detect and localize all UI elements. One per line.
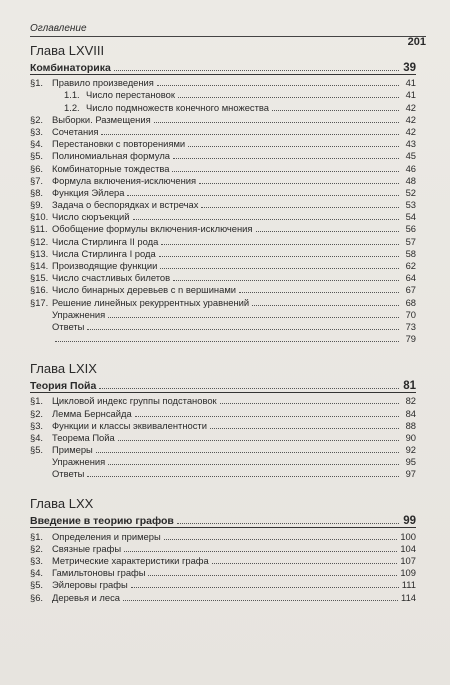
toc-entry bbox=[30, 199, 416, 211]
leader-dots bbox=[118, 440, 399, 441]
entry-page: 48 bbox=[405, 174, 416, 186]
entry-page: 84 bbox=[405, 407, 416, 419]
entry-page: 42 bbox=[405, 125, 416, 137]
entry-number: §17. bbox=[30, 296, 49, 308]
entry-page: 107 bbox=[400, 555, 416, 566]
entry-page: 100 bbox=[400, 530, 416, 542]
entry-number: §5. bbox=[30, 579, 44, 591]
entry-number: §5. bbox=[30, 150, 44, 162]
entry-number: §9. bbox=[30, 199, 44, 211]
entry-title: Формула включения-исключения bbox=[52, 174, 197, 186]
chapter-page: 81 bbox=[403, 380, 416, 393]
entry-title: Функция Эйлера bbox=[52, 186, 125, 198]
entry-title: Числа Стирлинга II рода bbox=[52, 235, 159, 247]
entry-number: §13. bbox=[30, 247, 49, 259]
entry-page: 73 bbox=[405, 320, 416, 332]
entry-page: 57 bbox=[405, 235, 416, 247]
leader-dots bbox=[201, 207, 399, 208]
entry-number: §14. bbox=[30, 260, 49, 271]
entry-title: Сочетания bbox=[52, 125, 99, 137]
toc-entry bbox=[30, 407, 416, 419]
leader-dots bbox=[239, 292, 399, 293]
chapter-spacer bbox=[30, 345, 416, 361]
leader-dots bbox=[199, 183, 399, 184]
chapter-title-row bbox=[30, 60, 416, 75]
toc-entry bbox=[30, 321, 416, 333]
toc-entry bbox=[30, 272, 416, 284]
entry-title: Эйлеровы графы bbox=[52, 579, 128, 591]
entry-number: §2. bbox=[30, 407, 44, 419]
leader-dots bbox=[154, 122, 399, 123]
leader-dots bbox=[114, 70, 399, 71]
entry-title: Решение линейных рекуррентных уравнений bbox=[52, 296, 250, 308]
entry-number: §3. bbox=[30, 555, 44, 566]
leader-dots bbox=[124, 551, 397, 552]
entry-title: Задача о беспорядках и встречах bbox=[52, 199, 199, 211]
entry-title: Цикловой индекс группы подстановок bbox=[52, 395, 217, 407]
entry-title: Метрические характеристики графа bbox=[52, 555, 209, 566]
entry-title: Производящие функции bbox=[52, 260, 158, 271]
entry-title: Функции и классы эквивалентности bbox=[52, 419, 207, 431]
header-page-number: 201 bbox=[407, 36, 426, 48]
entry-number: 1.2. bbox=[64, 101, 80, 113]
entry-title: Деревья и леса bbox=[52, 591, 120, 603]
leader-dots bbox=[148, 575, 397, 576]
entry-page: 92 bbox=[405, 444, 416, 456]
leader-dots bbox=[87, 329, 399, 330]
leader-dots bbox=[272, 110, 399, 111]
leader-dots bbox=[133, 219, 399, 220]
leader-dots bbox=[87, 476, 399, 477]
leader-dots bbox=[159, 256, 399, 257]
chapter-title: Введение в теорию графов bbox=[30, 515, 174, 528]
leader-dots bbox=[96, 452, 399, 453]
entry-title: Лемма Бернсайда bbox=[52, 407, 132, 419]
leader-dots bbox=[177, 523, 399, 524]
entry-page: 70 bbox=[405, 308, 416, 320]
running-header bbox=[30, 18, 426, 48]
leader-dots bbox=[212, 563, 398, 564]
leader-dots bbox=[173, 158, 399, 159]
toc-entry bbox=[30, 101, 416, 113]
entry-title: Число счастливых билетов bbox=[52, 272, 171, 284]
toc-entry bbox=[30, 579, 416, 591]
toc-entry bbox=[30, 248, 416, 260]
leader-dots bbox=[101, 134, 399, 135]
leader-dots bbox=[55, 341, 399, 342]
entry-page: 90 bbox=[405, 431, 416, 443]
entry-page: 46 bbox=[405, 162, 416, 174]
entry-number: §4. bbox=[30, 567, 44, 579]
toc-entry bbox=[30, 211, 416, 223]
entry-page: 104 bbox=[400, 542, 416, 554]
entry-page: 111 bbox=[401, 579, 416, 591]
entry-title: Правило произведения bbox=[52, 77, 154, 89]
entry-page: 42 bbox=[405, 101, 416, 113]
chapter-title: Комбинаторика bbox=[30, 62, 111, 74]
leader-dots bbox=[127, 195, 399, 196]
toc-entry bbox=[30, 150, 416, 162]
entry-page: 82 bbox=[405, 395, 416, 407]
table-of-contents bbox=[30, 43, 416, 604]
toc-entry bbox=[30, 395, 416, 407]
entry-title: Число бинарных деревьев с n вершинами bbox=[52, 284, 237, 296]
toc-entry bbox=[30, 456, 416, 468]
leader-dots bbox=[157, 85, 399, 86]
entry-number: §1. bbox=[30, 395, 44, 407]
entry-title: Определения и примеры bbox=[52, 530, 161, 542]
entry-title: Примеры bbox=[52, 444, 93, 456]
entry-page: 62 bbox=[405, 260, 416, 271]
toc-entry bbox=[30, 309, 416, 321]
entry-number: §11. bbox=[30, 223, 48, 235]
toc-entry bbox=[30, 543, 416, 555]
entry-number: §16. bbox=[30, 284, 49, 296]
toc-entry bbox=[30, 296, 416, 308]
entry-page: 43 bbox=[405, 138, 416, 150]
leader-dots bbox=[256, 231, 400, 232]
entry-number: §4. bbox=[30, 138, 44, 150]
header-title: Оглавление bbox=[30, 23, 87, 34]
entry-page: 109 bbox=[400, 567, 416, 579]
entry-number: §1. bbox=[30, 77, 44, 89]
toc-entry bbox=[30, 444, 416, 456]
entry-number: §8. bbox=[30, 186, 44, 198]
entry-title: Полиномиальная формула bbox=[52, 150, 171, 162]
entry-page: 41 bbox=[405, 89, 416, 101]
chapter-page: 99 bbox=[403, 515, 416, 528]
entry-title: Выборки. Размещения bbox=[52, 113, 151, 125]
entry-page: 45 bbox=[405, 150, 416, 162]
toc-entry bbox=[30, 260, 416, 272]
entry-number: §7. bbox=[30, 174, 44, 186]
toc-entry bbox=[30, 175, 416, 187]
chapter-spacer bbox=[30, 480, 416, 496]
toc-entry bbox=[30, 284, 416, 296]
entry-title: Число перестановок bbox=[86, 89, 175, 101]
leader-dots bbox=[123, 600, 398, 601]
leader-dots bbox=[172, 171, 399, 172]
entry-page: 41 bbox=[405, 77, 416, 89]
toc-entry bbox=[30, 162, 416, 174]
entry-page: 97 bbox=[405, 468, 416, 480]
toc-entry bbox=[30, 126, 416, 138]
leader-dots bbox=[135, 416, 399, 417]
entry-number: §3. bbox=[30, 125, 44, 137]
leader-dots bbox=[108, 464, 399, 465]
leader-dots bbox=[164, 539, 398, 540]
entry-number: §6. bbox=[30, 162, 44, 174]
toc-entry bbox=[30, 114, 416, 126]
leader-dots bbox=[188, 146, 399, 147]
entry-title: Числа Стирлинга I рода bbox=[52, 247, 156, 259]
chapter-label: Глава LXVIII bbox=[30, 43, 105, 58]
entry-title: Гамильтоновы графы bbox=[52, 567, 146, 579]
toc-entry bbox=[30, 187, 416, 199]
leader-dots bbox=[220, 403, 399, 404]
entry-number: §1. bbox=[30, 530, 44, 542]
chapter-title: Теория Пойа bbox=[30, 380, 97, 393]
chapter-page: 39 bbox=[403, 62, 416, 74]
entry-number: §6. bbox=[30, 591, 44, 603]
leader-dots bbox=[252, 305, 399, 306]
toc-entry bbox=[30, 89, 416, 101]
entry-title: Упражнения bbox=[52, 308, 106, 320]
toc-entry bbox=[30, 468, 416, 480]
entry-page: 56 bbox=[405, 223, 416, 235]
entry-page: 42 bbox=[405, 113, 416, 125]
entry-title: Обобщение формулы включения-исключения bbox=[52, 223, 253, 235]
entry-title: Комбинаторные тождества bbox=[52, 162, 170, 174]
entry-title: Число подмножеств конечного множества bbox=[86, 101, 269, 113]
entry-page: 58 bbox=[405, 247, 416, 259]
toc-entry bbox=[30, 235, 416, 247]
entry-page: 95 bbox=[405, 456, 416, 468]
toc-entry bbox=[30, 567, 416, 579]
entry-title: Перестановки с повторениями bbox=[52, 138, 186, 150]
entry-title: Теорема Пойа bbox=[52, 431, 115, 443]
entry-number: §10. bbox=[30, 211, 49, 223]
toc-entry bbox=[30, 223, 416, 235]
toc-entry bbox=[30, 77, 416, 89]
entry-number: 1.1. bbox=[64, 89, 80, 101]
entry-number: §2. bbox=[30, 113, 44, 125]
leader-dots bbox=[161, 244, 399, 245]
entry-page: 68 bbox=[405, 296, 416, 308]
entry-title: Ответы bbox=[52, 468, 85, 480]
entry-title: Число сюръекций bbox=[52, 211, 130, 223]
toc-entry bbox=[30, 591, 416, 603]
toc-entry bbox=[30, 555, 416, 567]
entry-page: 79 bbox=[405, 333, 416, 345]
leader-dots bbox=[160, 268, 399, 269]
leader-dots bbox=[99, 388, 399, 389]
chapter-title-row bbox=[30, 513, 416, 528]
entry-title: Ответы bbox=[52, 320, 85, 332]
entry-page: 52 bbox=[405, 186, 416, 198]
entry-number: §4. bbox=[30, 431, 44, 443]
entry-number: §12. bbox=[30, 235, 49, 247]
leader-dots bbox=[210, 428, 399, 429]
toc-entry bbox=[30, 420, 416, 432]
entry-page: 53 bbox=[405, 199, 416, 211]
entry-page: 114 bbox=[401, 591, 416, 603]
entry-page: 54 bbox=[405, 211, 416, 223]
entry-page: 67 bbox=[405, 284, 416, 296]
toc-entry bbox=[30, 333, 416, 345]
chapter-label: Глава LXX bbox=[30, 496, 94, 512]
toc-entry bbox=[30, 432, 416, 444]
toc-entry bbox=[30, 138, 416, 150]
entry-title: Связные графы bbox=[52, 542, 122, 554]
entry-page: 64 bbox=[405, 272, 416, 284]
leader-dots bbox=[108, 317, 399, 318]
chapter-label: Глава LXIX bbox=[30, 361, 97, 377]
entry-number: §15. bbox=[30, 272, 49, 284]
entry-page: 88 bbox=[405, 419, 416, 431]
entry-number: §3. bbox=[30, 419, 44, 431]
chapter-title-row bbox=[30, 378, 416, 393]
leader-dots bbox=[178, 97, 399, 98]
entry-number: §5. bbox=[30, 444, 44, 456]
leader-dots bbox=[131, 587, 399, 588]
leader-dots bbox=[173, 280, 399, 281]
entry-title: Упражнения bbox=[52, 456, 106, 468]
toc-entry bbox=[30, 530, 416, 542]
entry-number: §2. bbox=[30, 542, 44, 554]
